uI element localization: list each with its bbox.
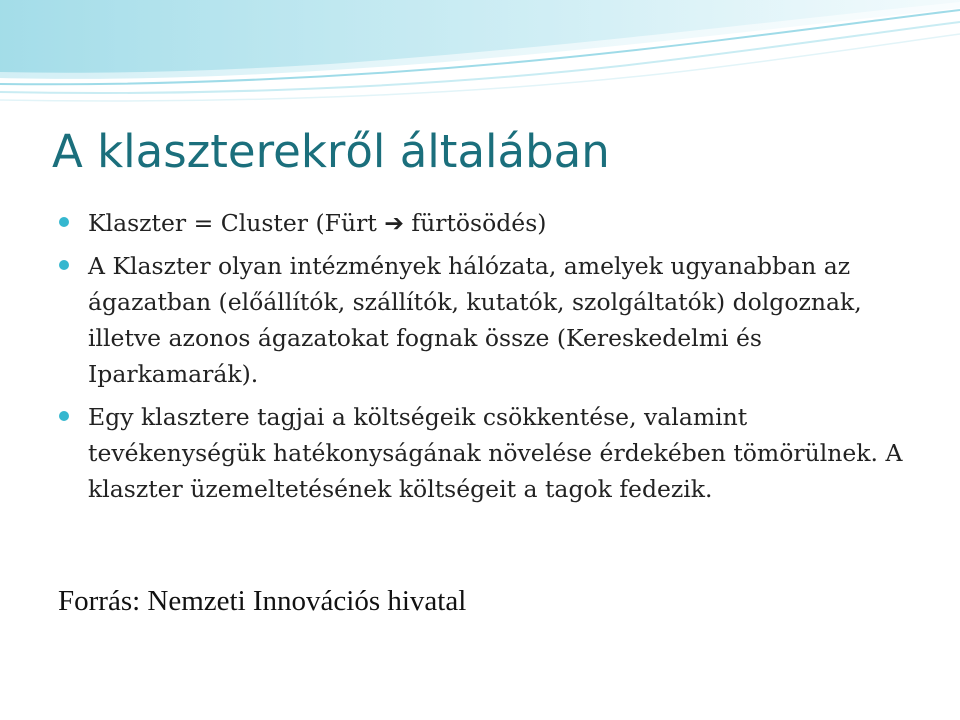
bullet-item — [57, 248, 917, 392]
bullet-dot-icon — [59, 217, 69, 227]
bullet-list — [57, 205, 917, 514]
bullet-dot-icon — [59, 411, 69, 421]
wave-band-front — [0, 0, 960, 73]
bullet-text: Egy klasztere tagjai a költségeik csökkentése, valamint tevékenységük hatékonyságának növelése érdekében tömörülnek. A klaszter üzemeltetésének költségeit a tagok fedezik. — [88, 403, 903, 503]
source-citation: Forrás: Nemzeti Innovációs hivatal — [58, 585, 467, 617]
slide-title: A klaszterekről általában — [52, 125, 610, 178]
bullet-dot-icon — [59, 260, 69, 270]
bullet-item — [57, 399, 917, 507]
decorative-wave-header — [0, 0, 960, 130]
bullet-item — [57, 205, 917, 241]
bullet-text: A Klaszter olyan intézmények hálózata, amelyek ugyanabban az ágazatban (előállítók, szállítók, kutatók, szolgáltatók) dolgoznak, illetve azonos ágazatokat fognak össze (Kereskedelmi és Iparkamarák). — [88, 252, 862, 388]
bullet-text: Klaszter = Cluster (Fürt ➔ fürtösödés) — [88, 209, 547, 237]
